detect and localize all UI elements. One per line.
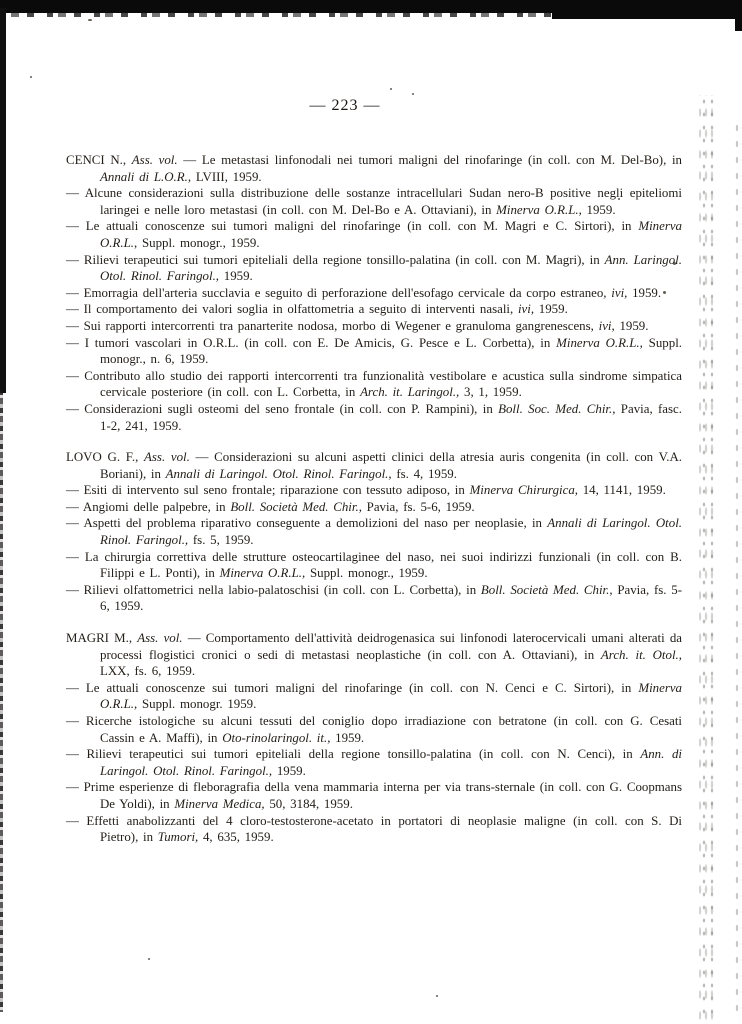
entry-text: 1959. <box>627 285 662 300</box>
scan-binding-line-lower <box>0 390 3 1012</box>
bibliography-group-magri <box>66 630 682 846</box>
bibliography-entry <box>66 152 682 185</box>
entry-italic-text: Minerva O.R.L., <box>496 202 582 217</box>
scan-noise-strip <box>699 95 715 1020</box>
entry-text: — Sui rapporti intercorrenti tra panarterite nodosa, morbo di Wegener e granuloma gangrenescens, <box>66 318 599 333</box>
entry-text: fs. 4, 1959. <box>391 466 457 481</box>
bibliography-entry <box>66 318 682 335</box>
bibliography-entry <box>66 813 682 846</box>
bibliography-entry <box>66 582 682 615</box>
entry-italic-text: Annali di Laringol. Otol. Rinol. Faringol., <box>165 466 392 481</box>
scan-speckle <box>412 93 414 95</box>
entry-italic-text: Tumori, <box>157 830 199 845</box>
entry-text: CENCI N., <box>66 153 132 167</box>
entry-text: Suppl. monogr., 1959. <box>137 235 260 250</box>
entry-text: 1959. <box>330 730 365 745</box>
entry-text: Suppl. monogr., 1959. <box>305 566 428 581</box>
bibliography-entry <box>66 549 682 582</box>
entry-text: — Le attuali conoscenze sui tumori maligni del rinofaringe (in coll. con M. Magri e C. Sirtori), in <box>66 219 639 234</box>
bibliography-entry <box>66 335 682 368</box>
entry-italic-text: Annali di L.O.R., <box>100 169 192 184</box>
entry-italic-text: Minerva O.R.L., <box>100 680 682 712</box>
entry-italic-text: Arch. it. Laringol., <box>360 385 460 400</box>
entry-text: — Comportamento dell'attività deidrogenasica sui linfonodi laterocervicali umani alterati da processi flogistici cronici o sedi di metastasi neoplastiche (in coll. con A. Ottaviani), in <box>100 631 682 662</box>
entry-text: — Le metastasi linfonodali nei tumori maligni del rinofaringe (in coll. con M. Del-Bo), in <box>177 153 683 167</box>
bibliography-entry <box>66 680 682 713</box>
entry-text: LVIII, 1959. <box>191 169 262 184</box>
entry-italic-text: Ann. di Laringol. Otol. Rinol. Faringol., <box>100 747 682 778</box>
entry-text: — Rilievi terapeutici sui tumori epiteliali della regione tonsillo-palatina (in coll. con N. Cenci), in <box>66 747 641 762</box>
entry-italic-text: Oto-rinolaringol. it., <box>222 730 331 745</box>
scan-edge-corner <box>735 0 742 31</box>
entry-italic-text: Boll. Società Med. Chir., <box>480 582 613 597</box>
entry-text: Pavia, fs. 5-6, 1959. <box>100 582 682 614</box>
entry-italic-text: Ass. vol. <box>131 153 178 167</box>
entry-italic-text: Minerva O.R.L., <box>219 566 306 581</box>
bibliography-entry <box>66 499 682 516</box>
bibliography-entry <box>66 779 682 812</box>
entry-text: — Alcune considerazioni sulla distribuzione delle sostanze intracellulari Sudan nero-B positive negli epiteliomi laringei e nelle loro metastasi (in coll. con M. Del-Bo e A. Ottaviani), in <box>66 186 682 217</box>
entry-text: — I tumori vascolari in O.R.L. (in coll. con E. De Amicis, G. Pesce e L. Corbetta), in <box>66 335 557 350</box>
bibliography-entry <box>66 401 682 434</box>
entry-italic-text: ivi, <box>517 302 535 317</box>
entry-text: 1959. <box>614 318 649 333</box>
entry-italic-text: Boll. Società Med. Chir., <box>230 499 362 514</box>
entry-italic-text: ivi, <box>611 285 628 300</box>
entry-italic-text: Boll. Soc. Med. Chir., <box>498 401 616 416</box>
bibliography-entry <box>66 713 682 746</box>
scan-edge-top-right <box>552 0 742 19</box>
scan-speckle <box>30 76 32 78</box>
bibliography-group-cenci <box>66 152 682 434</box>
page-number: — 223 — <box>309 97 381 114</box>
entry-text: 1959. <box>534 302 568 317</box>
entry-text: — La chirurgia correttiva delle strutture osteocartilaginee del naso, nei suoi indirizzi funzionali (in coll. con B. Filippi e L. Ponti), in <box>66 549 682 581</box>
entry-text: — Le attuali conoscenze sui tumori maligni del rinofaringe (in coll. con N. Cenci e C. Sirtori), in <box>66 680 639 695</box>
bibliography-entry <box>66 285 682 302</box>
entry-italic-text: Ass. vol. <box>137 631 183 646</box>
entry-text: 4, 635, 1959. <box>198 830 274 845</box>
entry-text: 14, 1141, 1959. <box>578 483 666 498</box>
entry-italic-text: Arch. it. Otol., <box>600 647 682 662</box>
scan-speckle <box>390 88 392 90</box>
entry-text: LXX, fs. 6, 1959. <box>100 664 196 679</box>
entry-text: Pavia, fs. 5-6, 1959. <box>361 499 475 514</box>
entry-italic-text: ivi, <box>598 318 615 333</box>
entry-text: — Considerazioni sugli osteomi del seno frontale (in coll. con P. Rampini), in <box>66 401 499 416</box>
entry-text: LOVO G. F., <box>66 450 145 465</box>
entry-text: 1959. <box>581 202 616 217</box>
scan-speckle <box>88 19 92 21</box>
bibliography-entry <box>66 482 682 499</box>
bibliography-entry <box>66 449 682 482</box>
entry-text: — Effetti anabolizzanti del 4 cloro-testosterone-acetato in portatori di neoplasie maligne (in coll. con S. Di Pietro), in <box>66 813 682 845</box>
entry-text: — Il comportamento dei valori soglia in olfattometria a seguito di interventi nasali, <box>66 302 518 317</box>
entry-text: — Emorragia dell'arteria succlavia e seguito di perforazione dell'esofago cervicale da corpo estraneo, <box>66 285 612 300</box>
scan-speckle <box>436 995 438 997</box>
entry-italic-text: Annali di Laringol. Otol. Rinol. Faringol., <box>100 516 682 548</box>
entry-text: — Contributo allo studio dei rapporti intercorrenti tra funzionalità vestibolare e acustica sulla sindrome simpatica cervicale posteriore (in coll. con L. Corbetta, in <box>66 368 682 400</box>
entry-italic-text: Minerva Chirurgica, <box>469 483 578 498</box>
bibliography-group-lovo <box>66 449 682 615</box>
entry-text: 1959. <box>219 269 253 284</box>
entry-text: Suppl. monogr., n. 6, 1959. <box>100 335 682 367</box>
entry-text: — Considerazioni su alcuni aspetti clinici della atresia auris congenita (in coll. con V.A. Boriani), in <box>100 450 682 481</box>
bibliography-entry <box>66 301 682 318</box>
entry-text: — Rilievi terapeutici sui tumori epiteliali della regione tonsillo-palatina (in coll. con M. Magri), in <box>66 252 605 267</box>
bibliography-entry <box>66 368 682 401</box>
bibliography-entry <box>66 185 682 218</box>
bibliography-entry <box>66 515 682 548</box>
entry-text: — Esiti di intervento sul seno frontale; riparazione con tessuto adiposo, in <box>66 483 470 498</box>
bibliography-entry <box>66 218 682 251</box>
entry-text: — Prime esperienze di fleboragrafia della vena mammaria interna per via trans-sternale (in coll. con G. Coopmans De Yoldi), in <box>66 780 682 811</box>
entry-italic-text: Ann. Laringol. Otol. Rinol. Faringol., <box>100 252 682 284</box>
entry-text: 3, 1, 1959. <box>459 385 522 400</box>
bibliography <box>66 152 682 846</box>
entry-italic-text: Ass. vol. <box>144 450 190 465</box>
entry-text: fs. 5, 1959. <box>188 533 254 548</box>
entry-italic-text: Minerva O.R.L., <box>100 219 682 250</box>
scan-speckle <box>148 958 150 960</box>
entry-text: MAGRI M., <box>66 631 138 646</box>
entry-text: — Ricerche istologiche su alcuni tessuti del coniglio dopo irradiazione con betratone (in coll. con G. Cesati Cassin e A. Maffi), in <box>66 714 682 745</box>
entry-text: — Angiomi delle palpebre, in <box>66 499 231 514</box>
scan-binding-line <box>0 8 6 393</box>
entry-text: — Rilievi olfattometrici nella labio-palatoschisi (in coll. con L. Corbetta), in <box>66 582 481 597</box>
bibliography-entry <box>66 746 682 779</box>
entry-italic-text: Minerva O.R.L., <box>556 335 643 350</box>
entry-text: — Aspetti del problema riparativo conseguente a demolizioni del naso per neoplasie, in <box>66 516 548 531</box>
bibliography-entry <box>66 630 682 680</box>
bibliography-entry <box>66 252 682 285</box>
entry-text: 50, 3184, 1959. <box>264 796 353 811</box>
entry-text: Pavia, fasc. 1-2, 241, 1959. <box>100 401 682 433</box>
entry-text: 1959. <box>272 763 306 778</box>
scan-noise-edge <box>734 120 742 1020</box>
entry-text: Suppl. monogr. 1959. <box>137 697 257 712</box>
entry-italic-text: Minerva Medica, <box>174 796 265 811</box>
